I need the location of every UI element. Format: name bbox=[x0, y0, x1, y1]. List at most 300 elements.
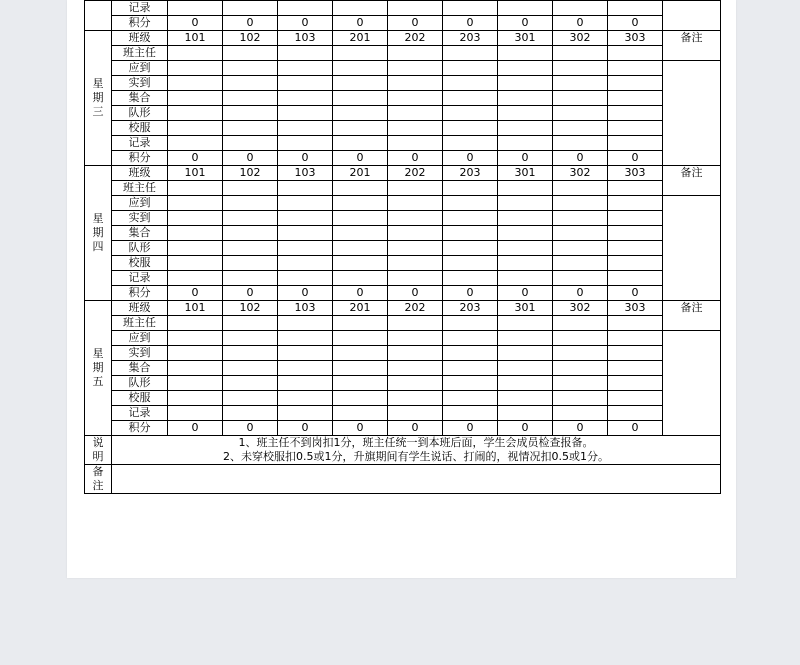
entry-cell[interactable] bbox=[498, 361, 553, 376]
entry-cell[interactable] bbox=[168, 196, 223, 211]
entry-cell[interactable] bbox=[223, 331, 278, 346]
day-char: 三 bbox=[92, 105, 104, 118]
score-cell: 0 bbox=[333, 286, 388, 301]
row-label-actual: 实到 bbox=[112, 211, 168, 226]
entry-cell[interactable] bbox=[388, 106, 443, 121]
class-number-cell: 302 bbox=[553, 166, 608, 181]
entry-cell[interactable] bbox=[223, 211, 278, 226]
instructions-text bbox=[112, 436, 721, 465]
entry-cell[interactable] bbox=[333, 376, 388, 391]
entry-cell[interactable] bbox=[333, 211, 388, 226]
entry-cell[interactable] bbox=[223, 361, 278, 376]
row-label-assembly: 集合 bbox=[112, 226, 168, 241]
entry-cell[interactable] bbox=[223, 226, 278, 241]
entry-cell[interactable] bbox=[333, 181, 388, 196]
class-number-cell: 301 bbox=[498, 166, 553, 181]
table-row bbox=[85, 151, 721, 166]
entry-cell[interactable] bbox=[168, 136, 223, 151]
class-number-cell: 303 bbox=[608, 166, 663, 181]
entry-cell[interactable] bbox=[333, 406, 388, 421]
entry-cell[interactable] bbox=[498, 226, 553, 241]
entry-cell[interactable] bbox=[168, 106, 223, 121]
class-number-cell: 301 bbox=[498, 31, 553, 46]
score-cell: 0 bbox=[168, 286, 223, 301]
entry-cell[interactable] bbox=[168, 241, 223, 256]
entry-cell[interactable] bbox=[168, 406, 223, 421]
score-cell: 0 bbox=[333, 16, 388, 31]
entry-cell[interactable] bbox=[443, 256, 498, 271]
entry-cell[interactable] bbox=[223, 346, 278, 361]
entry-cell[interactable] bbox=[608, 391, 663, 406]
entry-cell[interactable] bbox=[168, 226, 223, 241]
entry-cell[interactable] bbox=[553, 271, 608, 286]
row-label-class: 班级 bbox=[112, 31, 168, 46]
entry-cell[interactable] bbox=[278, 256, 333, 271]
entry-cell[interactable] bbox=[553, 136, 608, 151]
entry-cell[interactable] bbox=[278, 316, 333, 331]
entry-cell[interactable] bbox=[278, 106, 333, 121]
entry-cell[interactable] bbox=[168, 316, 223, 331]
entry-cell[interactable] bbox=[333, 331, 388, 346]
entry-cell[interactable] bbox=[388, 391, 443, 406]
entry-cell[interactable] bbox=[608, 121, 663, 136]
entry-cell[interactable] bbox=[168, 331, 223, 346]
note-cell-prev[interactable] bbox=[663, 1, 721, 31]
entry-cell[interactable] bbox=[333, 226, 388, 241]
table-row bbox=[85, 61, 721, 76]
entry-cell[interactable] bbox=[443, 46, 498, 61]
score-cell: 0 bbox=[608, 16, 663, 31]
entry-cell[interactable] bbox=[223, 46, 278, 61]
entry-cell[interactable] bbox=[608, 331, 663, 346]
entry-cell[interactable] bbox=[168, 76, 223, 91]
entry-cell[interactable] bbox=[608, 181, 663, 196]
entry-cell[interactable] bbox=[443, 136, 498, 151]
entry-cell[interactable] bbox=[388, 91, 443, 106]
class-number-cell: 201 bbox=[333, 31, 388, 46]
row-label-assembly: 集合 bbox=[112, 91, 168, 106]
entry-cell[interactable] bbox=[553, 181, 608, 196]
entry-cell[interactable] bbox=[608, 76, 663, 91]
entry-cell[interactable] bbox=[223, 121, 278, 136]
note-label-thu: 备注 bbox=[663, 166, 721, 196]
entry-cell[interactable] bbox=[608, 376, 663, 391]
entry-cell[interactable] bbox=[498, 76, 553, 91]
row-label-formation: 队形 bbox=[112, 241, 168, 256]
entry-cell[interactable] bbox=[443, 331, 498, 346]
row-label-record: 记录 bbox=[112, 1, 168, 16]
entry-cell[interactable] bbox=[168, 91, 223, 106]
entry-cell[interactable] bbox=[553, 346, 608, 361]
entry-cell[interactable] bbox=[553, 256, 608, 271]
entry-cell[interactable] bbox=[608, 271, 663, 286]
entry-cell[interactable] bbox=[278, 76, 333, 91]
entry-cell[interactable] bbox=[498, 196, 553, 211]
table-row bbox=[85, 331, 721, 346]
entry-cell[interactable] bbox=[223, 76, 278, 91]
entry-cell[interactable] bbox=[553, 331, 608, 346]
entry-cell[interactable] bbox=[278, 181, 333, 196]
entry-cell[interactable] bbox=[498, 91, 553, 106]
day-char: 星 bbox=[92, 212, 104, 225]
score-cell: 0 bbox=[388, 286, 443, 301]
entry-cell[interactable] bbox=[168, 361, 223, 376]
remarks-label bbox=[85, 465, 112, 494]
table-row bbox=[85, 391, 721, 406]
class-number-cell: 101 bbox=[168, 301, 223, 316]
entry-cell[interactable] bbox=[278, 361, 333, 376]
class-number-cell: 203 bbox=[443, 31, 498, 46]
entry-cell[interactable] bbox=[168, 256, 223, 271]
table-row bbox=[85, 76, 721, 91]
entry-cell[interactable] bbox=[498, 331, 553, 346]
entry-cell[interactable] bbox=[553, 76, 608, 91]
entry-cell[interactable] bbox=[168, 121, 223, 136]
entry-cell[interactable] bbox=[608, 136, 663, 151]
entry-cell[interactable] bbox=[333, 136, 388, 151]
entry-cell[interactable] bbox=[388, 271, 443, 286]
entry-cell[interactable] bbox=[443, 91, 498, 106]
entry-cell[interactable] bbox=[608, 1, 663, 16]
row-label-score: 积分 bbox=[112, 421, 168, 436]
entry-cell[interactable] bbox=[498, 46, 553, 61]
class-number-cell: 202 bbox=[388, 301, 443, 316]
table-row bbox=[85, 361, 721, 376]
entry-cell[interactable] bbox=[223, 256, 278, 271]
table-row bbox=[85, 181, 721, 196]
row-label-formation: 队形 bbox=[112, 376, 168, 391]
score-cell: 0 bbox=[553, 16, 608, 31]
entry-cell[interactable] bbox=[498, 1, 553, 16]
table-row bbox=[85, 31, 721, 46]
day-char: 期 bbox=[92, 91, 104, 104]
entry-cell[interactable] bbox=[278, 391, 333, 406]
score-cell: 0 bbox=[498, 16, 553, 31]
entry-cell[interactable] bbox=[333, 346, 388, 361]
entry-cell[interactable] bbox=[553, 61, 608, 76]
score-cell: 0 bbox=[498, 421, 553, 436]
entry-cell[interactable] bbox=[388, 46, 443, 61]
entry-cell[interactable] bbox=[388, 226, 443, 241]
table-row bbox=[85, 376, 721, 391]
entry-cell[interactable] bbox=[388, 376, 443, 391]
entry-cell[interactable] bbox=[278, 271, 333, 286]
entry-cell[interactable] bbox=[608, 61, 663, 76]
class-number-cell: 102 bbox=[223, 31, 278, 46]
entry-cell[interactable] bbox=[333, 106, 388, 121]
remarks-label-char: 备 bbox=[92, 465, 104, 478]
score-cell: 0 bbox=[498, 286, 553, 301]
score-cell: 0 bbox=[168, 16, 223, 31]
entry-cell[interactable] bbox=[443, 271, 498, 286]
entry-cell[interactable] bbox=[553, 1, 608, 16]
entry-cell[interactable] bbox=[553, 316, 608, 331]
table-row bbox=[85, 121, 721, 136]
entry-cell[interactable] bbox=[168, 61, 223, 76]
entry-cell[interactable] bbox=[553, 226, 608, 241]
entry-cell[interactable] bbox=[333, 271, 388, 286]
class-number-cell: 102 bbox=[223, 301, 278, 316]
class-number-cell: 102 bbox=[223, 166, 278, 181]
class-number-cell: 301 bbox=[498, 301, 553, 316]
entry-cell[interactable] bbox=[278, 91, 333, 106]
entry-cell[interactable] bbox=[388, 136, 443, 151]
entry-cell[interactable] bbox=[278, 406, 333, 421]
entry-cell[interactable] bbox=[553, 91, 608, 106]
table-row bbox=[85, 301, 721, 316]
entry-cell[interactable] bbox=[498, 256, 553, 271]
entry-cell[interactable] bbox=[608, 46, 663, 61]
entry-cell[interactable] bbox=[333, 76, 388, 91]
day-char: 期 bbox=[92, 361, 104, 374]
entry-cell[interactable] bbox=[278, 196, 333, 211]
entry-cell[interactable] bbox=[443, 361, 498, 376]
entry-cell[interactable] bbox=[168, 346, 223, 361]
entry-cell[interactable] bbox=[388, 76, 443, 91]
entry-cell[interactable] bbox=[498, 271, 553, 286]
entry-cell[interactable] bbox=[333, 196, 388, 211]
entry-cell[interactable] bbox=[498, 391, 553, 406]
entry-cell[interactable] bbox=[223, 391, 278, 406]
entry-cell[interactable] bbox=[333, 361, 388, 376]
entry-cell[interactable] bbox=[333, 241, 388, 256]
entry-cell[interactable] bbox=[223, 1, 278, 16]
entry-cell[interactable] bbox=[223, 241, 278, 256]
entry-cell[interactable] bbox=[223, 106, 278, 121]
entry-cell[interactable] bbox=[443, 196, 498, 211]
entry-cell[interactable] bbox=[223, 136, 278, 151]
table-row bbox=[85, 46, 721, 61]
entry-cell[interactable] bbox=[608, 346, 663, 361]
table-row bbox=[85, 136, 721, 151]
row-label-formation: 队形 bbox=[112, 106, 168, 121]
instruction-line1: 1、班主任不到岗扣1分，班主任统一到本班后面，学生会成员检查报备。 bbox=[238, 436, 594, 449]
entry-cell[interactable] bbox=[498, 211, 553, 226]
day-char: 四 bbox=[92, 240, 104, 253]
entry-cell[interactable] bbox=[333, 91, 388, 106]
table-row bbox=[85, 406, 721, 421]
row-label-expected: 应到 bbox=[112, 61, 168, 76]
entry-cell[interactable] bbox=[168, 1, 223, 16]
entry-cell[interactable] bbox=[443, 181, 498, 196]
entry-cell[interactable] bbox=[333, 256, 388, 271]
entry-cell[interactable] bbox=[553, 46, 608, 61]
entry-cell[interactable] bbox=[443, 226, 498, 241]
entry-cell[interactable] bbox=[553, 196, 608, 211]
instructions-label-char: 明 bbox=[92, 450, 104, 463]
entry-cell[interactable] bbox=[498, 181, 553, 196]
entry-cell[interactable] bbox=[608, 226, 663, 241]
note-cell-wed[interactable] bbox=[663, 61, 721, 166]
table-row bbox=[85, 271, 721, 286]
entry-cell[interactable] bbox=[443, 121, 498, 136]
entry-cell[interactable] bbox=[168, 376, 223, 391]
entry-cell[interactable] bbox=[498, 376, 553, 391]
entry-cell[interactable] bbox=[388, 406, 443, 421]
entry-cell[interactable] bbox=[608, 406, 663, 421]
entry-cell[interactable] bbox=[168, 46, 223, 61]
entry-cell[interactable] bbox=[608, 241, 663, 256]
entry-cell[interactable] bbox=[553, 406, 608, 421]
entry-cell[interactable] bbox=[168, 271, 223, 286]
remarks-label-char: 注 bbox=[92, 479, 104, 492]
entry-cell[interactable] bbox=[388, 1, 443, 16]
entry-cell[interactable] bbox=[223, 316, 278, 331]
entry-cell[interactable] bbox=[388, 211, 443, 226]
entry-cell[interactable] bbox=[443, 1, 498, 16]
entry-cell[interactable] bbox=[168, 181, 223, 196]
entry-cell[interactable] bbox=[223, 91, 278, 106]
class-number-cell: 203 bbox=[443, 166, 498, 181]
table-row bbox=[85, 226, 721, 241]
entry-cell[interactable] bbox=[443, 106, 498, 121]
entry-cell[interactable] bbox=[553, 241, 608, 256]
score-cell: 0 bbox=[443, 421, 498, 436]
score-cell: 0 bbox=[388, 421, 443, 436]
entry-cell[interactable] bbox=[278, 331, 333, 346]
class-number-cell: 201 bbox=[333, 166, 388, 181]
entry-cell[interactable] bbox=[388, 241, 443, 256]
entry-cell[interactable] bbox=[388, 316, 443, 331]
entry-cell[interactable] bbox=[333, 121, 388, 136]
entry-cell[interactable] bbox=[388, 346, 443, 361]
entry-cell[interactable] bbox=[278, 346, 333, 361]
entry-cell[interactable] bbox=[443, 211, 498, 226]
instruction-line2: 2、未穿校服扣0.5或1分，升旗期间有学生说话、打闹的，视情况扣0.5或1分。 bbox=[223, 450, 609, 463]
row-label-expected: 应到 bbox=[112, 196, 168, 211]
entry-cell[interactable] bbox=[443, 76, 498, 91]
score-cell: 0 bbox=[498, 151, 553, 166]
entry-cell[interactable] bbox=[278, 61, 333, 76]
entry-cell[interactable] bbox=[168, 211, 223, 226]
entry-cell[interactable] bbox=[223, 196, 278, 211]
table-row bbox=[85, 106, 721, 121]
entry-cell[interactable] bbox=[278, 376, 333, 391]
entry-cell[interactable] bbox=[333, 316, 388, 331]
entry-cell[interactable] bbox=[443, 391, 498, 406]
entry-cell[interactable] bbox=[553, 391, 608, 406]
remarks-body[interactable] bbox=[112, 465, 721, 494]
entry-cell[interactable] bbox=[443, 346, 498, 361]
entry-cell[interactable] bbox=[498, 106, 553, 121]
score-cell: 0 bbox=[278, 421, 333, 436]
score-cell: 0 bbox=[223, 151, 278, 166]
entry-cell[interactable] bbox=[498, 241, 553, 256]
score-cell: 0 bbox=[333, 421, 388, 436]
entry-cell[interactable] bbox=[553, 361, 608, 376]
entry-cell[interactable] bbox=[388, 331, 443, 346]
entry-cell[interactable] bbox=[498, 346, 553, 361]
entry-cell[interactable] bbox=[498, 316, 553, 331]
entry-cell[interactable] bbox=[223, 61, 278, 76]
entry-cell[interactable] bbox=[553, 106, 608, 121]
entry-cell[interactable] bbox=[388, 196, 443, 211]
entry-cell[interactable] bbox=[608, 316, 663, 331]
entry-cell[interactable] bbox=[608, 211, 663, 226]
entry-cell[interactable] bbox=[388, 256, 443, 271]
entry-cell[interactable] bbox=[553, 121, 608, 136]
entry-cell[interactable] bbox=[553, 211, 608, 226]
class-number-cell: 303 bbox=[608, 31, 663, 46]
entry-cell[interactable] bbox=[443, 241, 498, 256]
table-row bbox=[85, 1, 721, 16]
entry-cell[interactable] bbox=[498, 406, 553, 421]
row-label-record: 记录 bbox=[112, 271, 168, 286]
entry-cell[interactable] bbox=[608, 361, 663, 376]
note-cell-fri[interactable] bbox=[663, 331, 721, 436]
table-row bbox=[85, 241, 721, 256]
row-label-teacher: 班主任 bbox=[112, 46, 168, 61]
table-body bbox=[85, 1, 721, 494]
instructions-label bbox=[85, 436, 112, 465]
entry-cell[interactable] bbox=[388, 361, 443, 376]
entry-cell[interactable] bbox=[278, 241, 333, 256]
table-row bbox=[85, 346, 721, 361]
entry-cell[interactable] bbox=[608, 91, 663, 106]
score-cell: 0 bbox=[333, 151, 388, 166]
entry-cell[interactable] bbox=[278, 46, 333, 61]
entry-cell[interactable] bbox=[278, 226, 333, 241]
note-label-fri: 备注 bbox=[663, 301, 721, 331]
entry-cell[interactable] bbox=[333, 1, 388, 16]
note-cell-thu[interactable] bbox=[663, 196, 721, 301]
entry-cell[interactable] bbox=[223, 376, 278, 391]
entry-cell[interactable] bbox=[443, 61, 498, 76]
table-row bbox=[85, 421, 721, 436]
entry-cell[interactable] bbox=[278, 211, 333, 226]
day-cell-thu bbox=[85, 166, 112, 301]
entry-cell[interactable] bbox=[388, 121, 443, 136]
entry-cell[interactable] bbox=[608, 256, 663, 271]
entry-cell[interactable] bbox=[443, 316, 498, 331]
day-char: 期 bbox=[92, 226, 104, 239]
instructions-row bbox=[85, 436, 721, 465]
table-row bbox=[85, 211, 721, 226]
entry-cell[interactable] bbox=[498, 121, 553, 136]
entry-cell[interactable] bbox=[498, 136, 553, 151]
score-cell: 0 bbox=[278, 151, 333, 166]
score-cell: 0 bbox=[278, 286, 333, 301]
score-cell: 0 bbox=[223, 421, 278, 436]
row-label-teacher: 班主任 bbox=[112, 181, 168, 196]
entry-cell[interactable] bbox=[443, 376, 498, 391]
entry-cell[interactable] bbox=[333, 61, 388, 76]
entry-cell[interactable] bbox=[608, 106, 663, 121]
entry-cell[interactable] bbox=[553, 376, 608, 391]
entry-cell[interactable] bbox=[223, 271, 278, 286]
row-label-record: 记录 bbox=[112, 406, 168, 421]
row-label-actual: 实到 bbox=[112, 346, 168, 361]
class-number-cell: 202 bbox=[388, 166, 443, 181]
entry-cell[interactable] bbox=[608, 196, 663, 211]
table-row bbox=[85, 91, 721, 106]
entry-cell[interactable] bbox=[388, 181, 443, 196]
entry-cell[interactable] bbox=[443, 406, 498, 421]
class-number-cell: 302 bbox=[553, 301, 608, 316]
entry-cell[interactable] bbox=[388, 61, 443, 76]
entry-cell[interactable] bbox=[333, 46, 388, 61]
entry-cell[interactable] bbox=[278, 121, 333, 136]
entry-cell[interactable] bbox=[278, 1, 333, 16]
entry-cell[interactable] bbox=[333, 391, 388, 406]
entry-cell[interactable] bbox=[278, 136, 333, 151]
day-char: 五 bbox=[92, 375, 104, 388]
entry-cell[interactable] bbox=[223, 406, 278, 421]
entry-cell[interactable] bbox=[498, 61, 553, 76]
table-row bbox=[85, 316, 721, 331]
entry-cell[interactable] bbox=[223, 181, 278, 196]
entry-cell[interactable] bbox=[168, 391, 223, 406]
